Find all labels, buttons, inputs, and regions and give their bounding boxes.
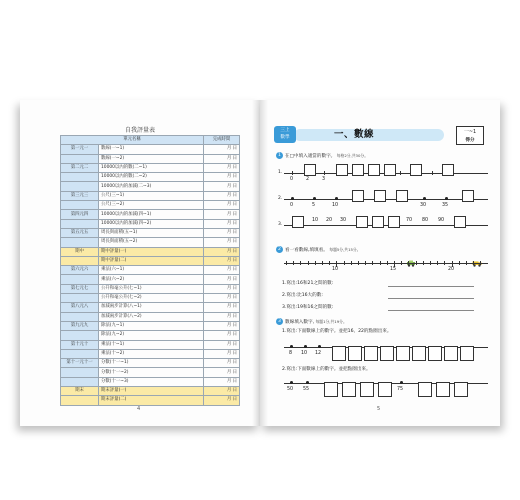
date-cell[interactable]: 月 日 xyxy=(204,256,240,265)
table-row xyxy=(61,238,240,247)
date-cell[interactable]: 月 日 xyxy=(204,294,240,303)
table-row xyxy=(61,368,240,377)
answer-box[interactable] xyxy=(428,346,442,361)
item-cell: 10000以內的加減(四~1) xyxy=(99,210,204,219)
unit-cell: 第二元二 xyxy=(61,163,99,172)
number-line-2 xyxy=(278,188,488,214)
date-cell[interactable]: 月 日 xyxy=(204,275,240,284)
unit-cell xyxy=(61,238,99,247)
item-cell: 加減兩步計算(八~2) xyxy=(99,312,204,321)
table-row xyxy=(61,275,240,284)
unit-cell xyxy=(61,396,99,405)
subject-label: 數學 xyxy=(280,135,290,140)
table-title: 自我評量表 xyxy=(124,127,155,134)
tick xyxy=(480,261,481,265)
question-number: 1 xyxy=(276,152,283,159)
unit-cell: 第八元八 xyxy=(61,303,99,312)
unit-cell: 第五元五 xyxy=(61,228,99,237)
tick xyxy=(344,261,345,265)
item-cell: 期末評量(一) xyxy=(99,387,204,396)
line-label: 20 xyxy=(448,267,455,272)
answer-box[interactable] xyxy=(352,190,364,202)
tick xyxy=(423,261,424,265)
unit-cell xyxy=(61,331,99,340)
date-cell[interactable]: 月 日 xyxy=(204,145,240,154)
table-row xyxy=(61,154,240,163)
item-cell: 乘法(十~2) xyxy=(99,349,204,358)
date-cell[interactable]: 月 日 xyxy=(204,359,240,368)
answer-box[interactable] xyxy=(332,346,346,361)
number-line-4 xyxy=(278,252,488,278)
question-text: 數線填入數字, xyxy=(285,320,315,325)
q3-sub-1: 1.寫出:下面數線上的數字。並把16、22的點圈出來。 xyxy=(282,329,392,334)
line-label: 90 xyxy=(438,218,445,223)
answer-box[interactable] xyxy=(410,164,422,176)
unit-cell xyxy=(61,377,99,386)
item-cell: 數線(一~1) xyxy=(99,145,204,154)
number-line-1 xyxy=(278,162,488,188)
table-row xyxy=(61,340,240,349)
answer-line[interactable] xyxy=(388,310,474,311)
tick xyxy=(308,261,309,265)
table-row xyxy=(61,219,240,228)
answer-box[interactable] xyxy=(444,346,458,361)
line-label: 70 xyxy=(406,218,413,223)
item-cell: 分數(十一~2) xyxy=(99,368,204,377)
line-label: 55 xyxy=(303,387,310,392)
header-completion-time: 完成時間 xyxy=(204,136,240,145)
date-cell[interactable]: 月 日 xyxy=(204,173,240,182)
line-label: 15 xyxy=(390,267,397,272)
answer-line[interactable] xyxy=(388,298,474,299)
tick xyxy=(444,261,445,265)
answer-box[interactable] xyxy=(462,190,474,202)
line-label: 35 xyxy=(442,203,449,208)
line-label: 30 xyxy=(340,218,347,223)
line-label: 10 xyxy=(332,267,339,272)
table-row xyxy=(61,312,240,321)
answer-box[interactable] xyxy=(454,382,468,397)
date-cell[interactable]: 月 日 xyxy=(204,340,240,349)
date-cell[interactable]: 月 日 xyxy=(204,247,240,256)
answer-box[interactable] xyxy=(304,164,316,176)
q3-sub-2: 2.寫出:下面數線上的數字。並把點圈出來。 xyxy=(282,367,371,372)
item-cell: 加減兩步計算(八~1) xyxy=(99,303,204,312)
item-cell: 期中評量(二) xyxy=(99,256,204,265)
answer-box[interactable] xyxy=(364,346,378,361)
date-cell[interactable]: 月 日 xyxy=(204,303,240,312)
date-cell[interactable]: 月 日 xyxy=(204,210,240,219)
item-cell: 公升和毫公升(七~1) xyxy=(99,284,204,293)
date-cell[interactable]: 月 日 xyxy=(204,377,240,386)
table-row xyxy=(61,331,240,340)
line-label: 10 xyxy=(332,203,339,208)
table-row xyxy=(61,387,240,396)
line-label: 30 xyxy=(420,203,427,208)
line-label: 80 xyxy=(422,218,429,223)
header-unit-name: 單元名稱 xyxy=(61,136,204,145)
line-label: 12 xyxy=(315,351,322,356)
table-header-row xyxy=(61,136,240,145)
right-page xyxy=(260,100,500,426)
line-index: 1. xyxy=(278,170,283,175)
answer-box[interactable] xyxy=(356,216,368,228)
question-number: 2 xyxy=(276,246,283,253)
open-book xyxy=(20,100,500,426)
answer-box[interactable] xyxy=(460,346,474,361)
unit-cell: 第十一元十一 xyxy=(61,359,99,368)
date-cell[interactable]: 月 日 xyxy=(204,154,240,163)
date-cell[interactable]: 月 日 xyxy=(204,191,240,200)
table-row xyxy=(61,294,240,303)
item-cell: 分數(十一~1) xyxy=(99,359,204,368)
unit-cell: 第九元九 xyxy=(61,321,99,330)
date-cell[interactable]: 月 日 xyxy=(204,387,240,396)
answer-box[interactable] xyxy=(360,382,374,397)
tick xyxy=(324,171,325,175)
unit-cell: 第十元十 xyxy=(61,340,99,349)
book-gutter xyxy=(252,100,268,426)
tick xyxy=(380,261,381,265)
tick xyxy=(437,261,438,265)
tick xyxy=(292,171,293,175)
score-box[interactable] xyxy=(456,126,484,145)
tick xyxy=(286,261,287,265)
unit-cell: 第四元四 xyxy=(61,210,99,219)
item-cell: 乘法(十~1) xyxy=(99,340,204,349)
number-line-5 xyxy=(278,336,488,362)
item-cell: 周長與面積(五~2) xyxy=(99,238,204,247)
question-text: 看一看數線,填填看。 xyxy=(285,248,328,253)
unit-cell: 期中 xyxy=(61,247,99,256)
line-index: 2. xyxy=(278,196,283,201)
self-assessment-table xyxy=(60,135,240,406)
tick xyxy=(466,261,467,265)
item-cell: 公尺(三~1) xyxy=(99,191,204,200)
table-row xyxy=(61,349,240,358)
score-label: 得分 xyxy=(465,138,475,143)
date-cell[interactable]: 月 日 xyxy=(204,201,240,210)
grade-label: 三上 xyxy=(280,128,290,133)
date-cell[interactable]: 月 日 xyxy=(204,331,240,340)
tick xyxy=(408,261,409,265)
date-cell[interactable]: 月 日 xyxy=(204,182,240,191)
line-label: 2 xyxy=(306,177,310,182)
answer-box[interactable] xyxy=(352,164,364,176)
unit-cell xyxy=(61,368,99,377)
question-number: 3 xyxy=(276,318,283,325)
table-row xyxy=(61,163,240,172)
question-note: 每題5分,共15分。 xyxy=(329,247,361,252)
number-line-6 xyxy=(278,372,488,398)
unit-cell xyxy=(61,312,99,321)
unit-cell: 期末 xyxy=(61,387,99,396)
score-number: 一~1 xyxy=(463,129,477,135)
unit-cell xyxy=(61,173,99,182)
tick xyxy=(459,261,460,265)
tick xyxy=(351,261,352,265)
line-label: 0 xyxy=(290,177,294,182)
table-row xyxy=(61,201,240,210)
table-row xyxy=(61,228,240,237)
table-row xyxy=(61,191,240,200)
item-cell: 10000以內的數(二~1) xyxy=(99,163,204,172)
line-label: 0 xyxy=(290,203,294,208)
answer-box[interactable] xyxy=(368,164,380,176)
item-cell: 數線(一~2) xyxy=(99,154,204,163)
date-cell[interactable]: 月 日 xyxy=(204,163,240,172)
tick xyxy=(473,261,474,265)
unit-cell: 第一元一 xyxy=(61,145,99,154)
answer-box[interactable] xyxy=(388,216,400,228)
unit-cell: 第三元三 xyxy=(61,191,99,200)
page-number-right: 5 xyxy=(377,406,381,412)
table-row xyxy=(61,145,240,154)
tick xyxy=(365,261,366,265)
tick xyxy=(300,261,301,265)
tick xyxy=(358,261,359,265)
table-row xyxy=(61,377,240,386)
unit-cell xyxy=(61,294,99,303)
item-cell: 除法(九~2) xyxy=(99,331,204,340)
unit-cell xyxy=(61,219,99,228)
answer-box[interactable] xyxy=(396,346,410,361)
table-row xyxy=(61,321,240,330)
left-page xyxy=(20,100,260,426)
question-note: 每格2分,共30分。 xyxy=(336,153,368,158)
item-cell: 10000以內的加減(二~3) xyxy=(99,182,204,191)
line-label: 10 xyxy=(301,351,308,356)
answer-box[interactable] xyxy=(396,190,408,202)
item-cell: 除法(九~1) xyxy=(99,321,204,330)
grade-badge xyxy=(274,126,296,143)
tick xyxy=(416,261,417,265)
item-cell: 分數(十一~3) xyxy=(99,377,204,386)
tick xyxy=(322,261,323,265)
table-row xyxy=(61,210,240,219)
answer-box[interactable] xyxy=(380,346,394,361)
answer-box[interactable] xyxy=(336,164,348,176)
tick xyxy=(432,171,433,175)
truck-icon xyxy=(472,252,482,259)
unit-cell xyxy=(61,182,99,191)
table-row xyxy=(61,284,240,293)
unit-cell xyxy=(61,201,99,210)
table-row xyxy=(61,266,240,275)
date-cell[interactable]: 月 日 xyxy=(204,284,240,293)
item-cell: 10000以內的數(二~2) xyxy=(99,173,204,182)
item-cell: 乘法(六~2) xyxy=(99,275,204,284)
question-3 xyxy=(276,318,347,325)
question-1 xyxy=(276,152,368,159)
item-cell: 周長與面積(五~1) xyxy=(99,228,204,237)
worksheet-title: 一、數線 xyxy=(334,129,375,140)
q2-sub-3: 3.寫出:19和16之間的數: xyxy=(282,305,334,310)
item-cell: 10000以內的加減(四~2) xyxy=(99,219,204,228)
line-index: 3. xyxy=(278,222,283,227)
unit-cell: 第七元七 xyxy=(61,284,99,293)
line-label: 5 xyxy=(312,203,316,208)
unit-cell: 第六元六 xyxy=(61,266,99,275)
q2-sub-2: 2.寫出:比16大的數: xyxy=(282,293,323,298)
table-row xyxy=(61,359,240,368)
answer-box[interactable] xyxy=(324,382,338,397)
answer-box[interactable] xyxy=(412,346,426,361)
item-cell: 公升和毫公升(七~2) xyxy=(99,294,204,303)
date-cell[interactable]: 月 日 xyxy=(204,266,240,275)
table-row xyxy=(61,396,240,405)
answer-box[interactable] xyxy=(384,164,396,176)
q2-sub-1: 1.寫出:16和21之間的數: xyxy=(282,281,334,286)
date-cell[interactable]: 月 日 xyxy=(204,321,240,330)
answer-box[interactable] xyxy=(436,382,450,397)
number-line-3 xyxy=(278,214,488,240)
unit-cell xyxy=(61,256,99,265)
worksheet-header xyxy=(274,124,486,144)
answer-box[interactable] xyxy=(442,164,454,176)
question-note: 每題1分,共19分。 xyxy=(315,319,347,324)
line-label: 75 xyxy=(397,387,404,392)
tick xyxy=(329,261,330,265)
page-number-left: 4 xyxy=(137,406,141,412)
line-label: 20 xyxy=(326,218,333,223)
line-label: 3 xyxy=(322,177,326,182)
item-cell: 期末評量(二) xyxy=(99,396,204,405)
tick xyxy=(400,171,401,175)
answer-box[interactable] xyxy=(292,216,304,228)
answer-box[interactable] xyxy=(342,382,356,397)
answer-box[interactable] xyxy=(378,382,392,397)
answer-line[interactable] xyxy=(388,286,474,287)
item-cell: 公尺(三~2) xyxy=(99,201,204,210)
unit-cell xyxy=(61,154,99,163)
date-cell[interactable]: 月 日 xyxy=(204,238,240,247)
table-row xyxy=(61,247,240,256)
answer-box[interactable] xyxy=(372,216,384,228)
table-row xyxy=(61,303,240,312)
date-cell[interactable]: 月 日 xyxy=(204,312,240,321)
date-cell[interactable]: 月 日 xyxy=(204,349,240,358)
tick xyxy=(315,261,316,265)
date-cell[interactable]: 月 日 xyxy=(204,228,240,237)
unit-cell xyxy=(61,349,99,358)
line-label: 50 xyxy=(287,387,294,392)
unit-cell xyxy=(61,275,99,284)
table-row xyxy=(61,173,240,182)
line-label: 8 xyxy=(289,351,293,356)
answer-box[interactable] xyxy=(418,382,432,397)
date-cell[interactable]: 月 日 xyxy=(204,368,240,377)
date-cell[interactable]: 月 日 xyxy=(204,219,240,228)
table-row xyxy=(61,256,240,265)
tick xyxy=(430,261,431,265)
line-label: 10 xyxy=(312,218,319,223)
tick xyxy=(293,261,294,265)
answer-box[interactable] xyxy=(454,216,466,228)
date-cell[interactable]: 月 日 xyxy=(204,396,240,405)
tick xyxy=(387,261,388,265)
tick xyxy=(401,261,402,265)
item-cell: 乘法(六~1) xyxy=(99,266,204,275)
answer-box[interactable] xyxy=(374,190,386,202)
tick xyxy=(372,261,373,265)
question-text: 在□中填入適當的數字。 xyxy=(285,154,336,159)
table-row xyxy=(61,182,240,191)
item-cell: 期中評量(一) xyxy=(99,247,204,256)
answer-box[interactable] xyxy=(348,346,362,361)
car-icon xyxy=(406,252,416,259)
